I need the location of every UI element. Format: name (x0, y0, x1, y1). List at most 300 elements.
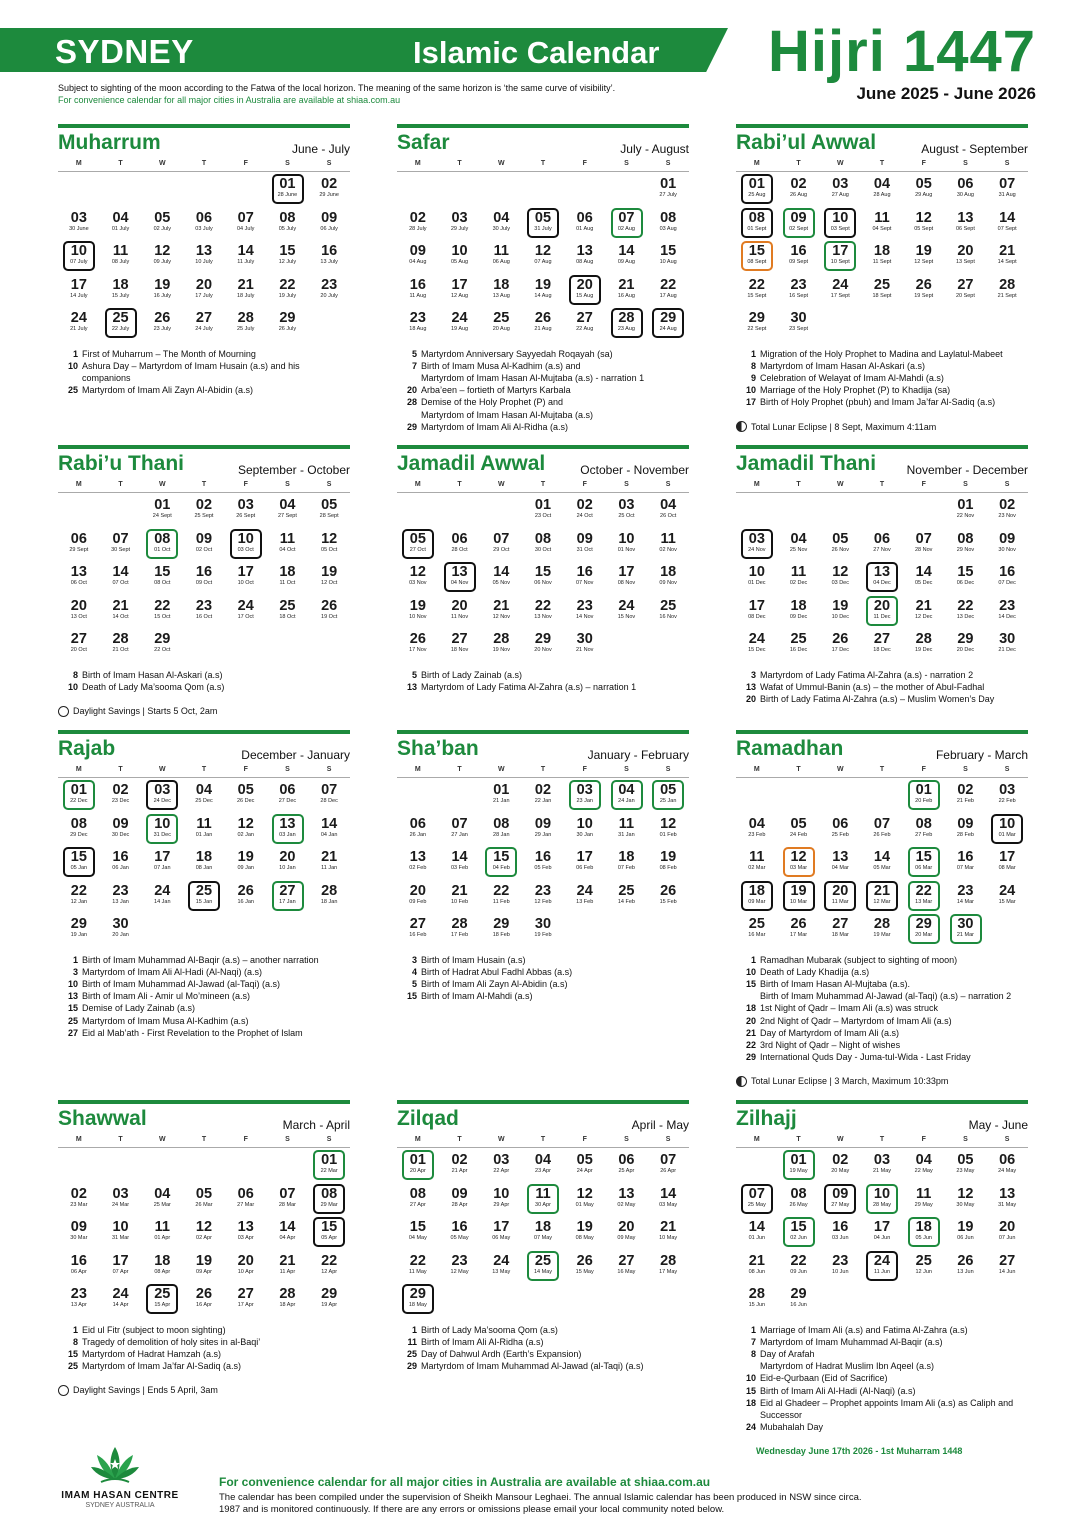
hijri-day-number: 09 (321, 209, 338, 226)
day-cell (308, 879, 350, 913)
eclipse-icon (736, 421, 747, 432)
hijri-day-number: 02 (576, 497, 593, 513)
gregorian-date: 07 Aug (534, 259, 552, 265)
day-cell (308, 1282, 350, 1316)
day-cell (141, 627, 183, 661)
day-cell (647, 778, 689, 812)
day-cell (225, 1282, 267, 1316)
weekday-label: T (439, 481, 481, 493)
event-day (736, 1360, 756, 1372)
day-cell (778, 1282, 820, 1316)
weekday-label: T (861, 1136, 903, 1148)
event-day: 1 (750, 348, 756, 359)
hijri-day-number: 19 (790, 882, 807, 899)
hijri-day-number: 17 (576, 849, 593, 865)
event-item (58, 954, 350, 966)
weekday-label: T (778, 481, 820, 493)
gregorian-date: 06 Dec (956, 580, 975, 586)
day-cell (58, 1215, 100, 1249)
day-cell (522, 845, 564, 879)
gregorian-date: 01 Nov (617, 546, 636, 553)
day-cell (903, 1215, 945, 1249)
hijri-day-number: 23 (451, 1252, 468, 1269)
day-cell (100, 879, 142, 913)
gregorian-date: 15 Jan (195, 898, 213, 905)
day-cell (945, 879, 987, 913)
day-highlight-box (105, 308, 137, 338)
day-highlight-box (63, 847, 95, 877)
gregorian-date: 02 Jan (237, 831, 254, 838)
event-day: 7 (750, 1336, 756, 1347)
hijri-day-number: 15 (534, 564, 552, 580)
day-cell (183, 560, 225, 594)
day-cell (522, 912, 564, 946)
gregorian-date: 19 Jan (70, 932, 88, 938)
gregorian-date: 20 July (320, 292, 338, 299)
event-item (397, 1324, 689, 1336)
weekday-label: M (736, 481, 778, 493)
day-cell (141, 306, 183, 340)
event-item (736, 372, 1028, 384)
empty-cell (100, 1148, 142, 1182)
hijri-day-number: 28 (112, 631, 129, 647)
event-text: Birth of Lady Zainab (a.s) (421, 669, 523, 680)
day-highlight-box (272, 814, 304, 844)
hijri-day-number: 01 (70, 782, 87, 798)
gregorian-date: 10 July (195, 259, 213, 265)
hijri-day-number: 15 (493, 849, 510, 865)
month-block (397, 730, 689, 1002)
gregorian-date: 08 Apr (154, 1268, 171, 1275)
day-cell (308, 594, 350, 628)
gregorian-date: 19 May (789, 1168, 808, 1174)
month-header (397, 734, 689, 766)
day-cell (647, 493, 689, 527)
hijri-day-number: 02 (321, 176, 338, 192)
hijri-day-number: 24 (112, 1286, 129, 1302)
gregorian-date: 18 Jan (320, 898, 338, 905)
hijri-day-number: 04 (915, 1152, 932, 1168)
empty-cell (778, 778, 820, 812)
day-cell (564, 845, 606, 879)
gregorian-date: 05 Aug (450, 259, 469, 265)
day-cell (100, 1249, 142, 1283)
hijri-day-number: 14 (321, 815, 338, 832)
day-cell (225, 812, 267, 846)
hijri-day-number: 11 (493, 243, 509, 259)
day-cell (606, 812, 648, 846)
gregorian-date: 23 July (153, 326, 171, 332)
day-cell (100, 527, 142, 561)
day-highlight-box (741, 529, 773, 559)
month-range: November - December (906, 463, 1028, 477)
gregorian-date: 26 May (789, 1201, 808, 1208)
weekday-label: S (945, 481, 987, 493)
gregorian-date: 07 Dec (998, 580, 1016, 586)
gregorian-date: 22 Aug (576, 326, 594, 332)
day-cell (397, 273, 439, 307)
day-cell (903, 172, 945, 206)
day-cell (397, 1148, 439, 1182)
gregorian-date: 16 Aug (617, 292, 635, 299)
weekday-label: F (564, 1136, 606, 1148)
day-cell (861, 627, 903, 661)
gregorian-date: 29 Jan (534, 831, 552, 838)
day-cell (736, 912, 778, 946)
gregorian-date: 27 Mar (237, 1201, 255, 1208)
event-item (736, 348, 1028, 360)
gregorian-date: 14 Jan (154, 898, 171, 905)
day-cell (183, 1215, 225, 1249)
gregorian-date: 06 Nov (534, 580, 552, 586)
hijri-day-number: 16 (957, 849, 974, 865)
gregorian-date: 04 Mar (831, 865, 849, 871)
hijri-day-number: 09 (832, 1185, 849, 1202)
event-item (397, 681, 689, 693)
weekday-label: T (778, 766, 820, 778)
gregorian-date: 31 Jan (618, 831, 635, 838)
hijri-day-number: 14 (660, 1185, 677, 1202)
event-day: 1 (411, 1324, 417, 1335)
event-text: Birth of Imam Ali Al-Hadi (Al-Naqi) (a.s) (760, 1385, 916, 1396)
weekday-label: S (986, 1136, 1028, 1148)
hijri-day-number: 22 (660, 276, 677, 293)
hijri-day-number: 24 (70, 310, 87, 326)
day-cell (736, 879, 778, 913)
event-text: Mubahalah Day (760, 1422, 824, 1433)
day-cell (267, 879, 309, 913)
hijri-day-number: 03 (576, 782, 593, 798)
weekday-label: S (945, 1136, 987, 1148)
day-cell (903, 879, 945, 913)
gregorian-date: 13 Aug (492, 292, 510, 299)
event-day: 10 (67, 360, 78, 371)
hijri-day-number: 19 (195, 1252, 213, 1269)
day-cell (564, 1215, 606, 1249)
event-item (736, 1039, 1028, 1051)
day-cell (308, 172, 350, 206)
day-highlight-box (908, 780, 940, 810)
gregorian-date: 08 Aug (576, 259, 594, 265)
day-cell (861, 812, 903, 846)
event-item (397, 990, 689, 1002)
gregorian-date: 15 Mar (998, 898, 1016, 905)
gregorian-date: 15 July (111, 292, 130, 299)
weekday-label: T (439, 160, 481, 172)
event-day: 24 (745, 1422, 756, 1433)
day-cell (267, 1215, 309, 1249)
day-cell (861, 1148, 903, 1182)
event-item (736, 1027, 1028, 1039)
event-text: International Quds Day - Juma-tul-Wida - Last Friday (760, 1052, 971, 1063)
day-cell (225, 879, 267, 913)
events-list (58, 1324, 350, 1397)
gregorian-date: 16 Jun (790, 1302, 807, 1308)
hijri-day-number: 10 (237, 530, 254, 547)
day-cell (736, 527, 778, 561)
day-cell (141, 1182, 183, 1216)
event-item (736, 978, 1028, 990)
gregorian-date: 17 Mar (790, 932, 808, 938)
day-cell (819, 627, 861, 661)
day-cell (945, 1148, 987, 1182)
event-text: Birth of Imam Muhammad Al-Jawad (al-Taqi) (a.s) – narration 2 (760, 991, 1012, 1002)
day-cell (778, 1249, 820, 1283)
day-cell (647, 1249, 689, 1283)
day-cell (736, 1182, 778, 1216)
gregorian-date: 28 May (872, 1201, 892, 1208)
day-cell (861, 172, 903, 206)
day-cell (986, 778, 1028, 812)
gregorian-date: 02 Apr (196, 1235, 212, 1241)
event-day: 1 (72, 1324, 78, 1335)
day-cell (564, 812, 606, 846)
day-cell (225, 845, 267, 879)
event-item (58, 966, 350, 978)
hijri-day-number: 26 (915, 276, 932, 293)
gregorian-date: 01 Sept (747, 225, 767, 232)
hijri-day-number: 09 (576, 530, 593, 547)
event-item (736, 1385, 1028, 1397)
gregorian-date: 28 Mar (278, 1201, 296, 1208)
hijri-day-number: 15 (279, 243, 296, 259)
day-cell (986, 493, 1028, 527)
weekday-label: S (986, 766, 1028, 778)
gregorian-date: 02 Jun (790, 1235, 807, 1241)
hijri-day-number: 20 (832, 882, 849, 899)
weekday-label: W (141, 160, 183, 172)
day-cell (819, 1148, 861, 1182)
day-cell (397, 594, 439, 628)
hijri-day-number: 14 (999, 209, 1016, 226)
month-name: Rajab (58, 737, 116, 760)
event-text: First of Muharrum – The Month of Mourning (82, 348, 256, 359)
gregorian-date: 04 May (408, 1235, 427, 1241)
day-cell (647, 527, 689, 561)
hijri-day-number: 19 (957, 1219, 974, 1235)
gregorian-date: 30 Aug (956, 192, 974, 198)
event-item (397, 1360, 689, 1372)
day-cell (58, 594, 100, 628)
month-grid (397, 766, 689, 946)
brand-subtitle: SYDNEY AUSTRALIA (85, 1502, 155, 1509)
hijri-day-number: 19 (154, 276, 171, 293)
gregorian-date: 06 Jun (957, 1235, 974, 1241)
event-text: Martyrdom of Hadrat Muslim Ibn Aqeel (a.s) (760, 1361, 935, 1372)
day-cell (58, 527, 100, 561)
gregorian-date: 04 July (236, 225, 255, 232)
hijri-day-number: 12 (790, 849, 807, 865)
month-range: June - July (291, 142, 350, 156)
weekday-label: S (267, 481, 309, 493)
hijri-day-number: 07 (493, 530, 510, 547)
day-cell (861, 1215, 903, 1249)
empty-cell (100, 493, 142, 527)
hijri-day-number: 05 (534, 209, 552, 226)
weekday-label: T (100, 766, 142, 778)
gregorian-date: 10 Nov (409, 613, 427, 620)
gregorian-date: 29 Aug (915, 192, 933, 198)
month-name: Zilqad (397, 1107, 459, 1130)
month-name: Ramadhan (736, 737, 844, 760)
hijri-day-number: 27 (576, 310, 593, 326)
event-day: 20 (406, 385, 417, 396)
day-cell (647, 206, 689, 240)
event-text: Eid al Mab’ath - First Revelation to the Prophet of Islam (82, 1027, 303, 1038)
hijri-day-number: 23 (790, 276, 807, 293)
gregorian-date: 10 Jan (279, 865, 296, 871)
gregorian-date: 24 Nov (748, 546, 766, 553)
day-cell (986, 1215, 1028, 1249)
hijri-day-number: 11 (618, 815, 635, 832)
hijri-day-number: 27 (279, 882, 296, 899)
hijri-day-number: 24 (493, 1252, 510, 1269)
gregorian-date: 25 Aug (748, 192, 766, 198)
weekday-label: T (183, 481, 225, 493)
gregorian-date: 17 July (195, 292, 213, 299)
event-day: 27 (67, 1027, 78, 1038)
hijri-day-number: 19 (576, 1219, 593, 1235)
day-cell (861, 912, 903, 946)
day-highlight-box (783, 208, 815, 238)
hijri-day-number: 13 (999, 1185, 1016, 1202)
note-text: Total Lunar Eclipse | 8 Sept, Maximum 4:11am (751, 421, 937, 432)
hijri-day-number: 16 (321, 243, 338, 259)
day-cell (647, 172, 689, 206)
gregorian-date: 03 Sept (830, 225, 850, 232)
hijri-day-number: 08 (279, 209, 296, 226)
hijri-day-number: 03 (154, 782, 171, 798)
gregorian-date: 05 Oct (321, 546, 338, 553)
hijri-day-number: 15 (660, 243, 677, 259)
hijri-day-number: 08 (915, 815, 932, 832)
event-text: Martyrdom of Imam Hasan Al-Mujtaba (a.s) (421, 409, 594, 420)
day-cell (606, 527, 648, 561)
day-cell (141, 1215, 183, 1249)
hijri-day-number: 18 (534, 1219, 552, 1235)
gregorian-date: 27 May (831, 1201, 850, 1208)
weekday-label: M (397, 160, 439, 172)
event-day: 8 (750, 360, 756, 371)
event-item (736, 681, 1028, 693)
event-text: Marriage of Imam Ali (a.s) and Fatima Al-Zahra (a.s) (760, 1324, 968, 1335)
day-cell (100, 206, 142, 240)
gregorian-date: 19 Feb (534, 932, 552, 938)
gregorian-date: 18 Feb (492, 932, 510, 938)
event-day (397, 409, 417, 421)
gregorian-date: 08 Jun (748, 1268, 766, 1275)
day-cell (647, 845, 689, 879)
gregorian-date: 23 Aug (617, 326, 635, 332)
hijri-day-number: 26 (409, 631, 426, 647)
gregorian-date: 15 Jun (748, 1302, 766, 1308)
day-highlight-box (866, 881, 898, 911)
weekday-label: T (100, 160, 142, 172)
gregorian-date: 26 Feb (873, 831, 891, 838)
gregorian-date: 22 July (111, 326, 130, 332)
event-item (736, 1002, 1028, 1014)
gregorian-date: 26 Aug (789, 192, 808, 198)
day-cell (606, 778, 648, 812)
gregorian-date: 06 Feb (576, 865, 594, 871)
day-cell (903, 778, 945, 812)
hijri-day-number: 25 (279, 597, 296, 614)
hijri-day-number: 04 (493, 209, 510, 226)
gregorian-date: 20 May (831, 1168, 850, 1174)
empty-cell (606, 172, 648, 206)
hijri-day-number: 16 (409, 276, 426, 293)
empty-cell (141, 1148, 183, 1182)
day-cell (439, 845, 481, 879)
event-day: 28 (406, 397, 417, 408)
weekday-label: S (945, 766, 987, 778)
day-cell (225, 206, 267, 240)
hijri-day-number: 16 (195, 564, 213, 580)
day-cell (861, 239, 903, 273)
month-name: Safar (397, 131, 450, 154)
gregorian-date: 29 Mar (320, 1201, 338, 1208)
month-block (58, 730, 350, 1039)
hijri-day-number: 26 (660, 882, 677, 899)
hijri-day-number: 29 (321, 1286, 338, 1302)
day-cell (647, 1148, 689, 1182)
hijri-day-number: 11 (535, 1185, 551, 1202)
weekday-label: M (58, 160, 100, 172)
day-cell (225, 594, 267, 628)
hijri-day-number: 09 (195, 530, 213, 547)
hijri-day-number: 05 (321, 497, 338, 513)
gregorian-date: 18 Sept (872, 292, 892, 299)
day-cell (522, 1182, 564, 1216)
subtitle-link-note: For convenience calendar for all major cities in Australia are available at shiaa.com.au (58, 95, 401, 105)
day-highlight-box (146, 529, 178, 559)
day-cell (945, 493, 987, 527)
hijri-day-number: 24 (748, 631, 765, 647)
day-cell (480, 594, 522, 628)
gregorian-date: 03 Dec (831, 580, 849, 586)
gregorian-date: 30 Oct (534, 546, 552, 553)
day-cell (945, 206, 987, 240)
gregorian-date: 06 Sept (955, 225, 975, 232)
event-day: 18 (745, 1397, 756, 1408)
event-item (397, 384, 689, 396)
day-cell (819, 912, 861, 946)
day-cell (819, 1215, 861, 1249)
month-name: Rabi’u Thani (58, 452, 184, 475)
day-highlight-box (313, 1184, 345, 1214)
hijri-day-number: 22 (409, 1252, 426, 1269)
gregorian-date: 16 Feb (409, 932, 427, 938)
day-cell (480, 879, 522, 913)
day-highlight-box (652, 308, 684, 338)
hijri-year: Hijri 1447 (768, 19, 1036, 84)
hijri-day-number: 29 (748, 310, 765, 326)
hijri-day-number: 11 (874, 209, 890, 226)
day-cell (397, 812, 439, 846)
day-cell (100, 778, 142, 812)
day-cell (819, 812, 861, 846)
gregorian-date: 30 Jan (576, 831, 593, 838)
day-cell (439, 239, 481, 273)
event-day: 25 (67, 385, 78, 396)
day-cell (564, 879, 606, 913)
day-highlight-box (783, 1150, 815, 1180)
gregorian-date: 20 Jan (112, 932, 129, 938)
gregorian-date: 19 Sept (914, 292, 934, 299)
day-cell (397, 560, 439, 594)
event-day: 15 (745, 978, 756, 989)
day-highlight-box (908, 881, 940, 911)
